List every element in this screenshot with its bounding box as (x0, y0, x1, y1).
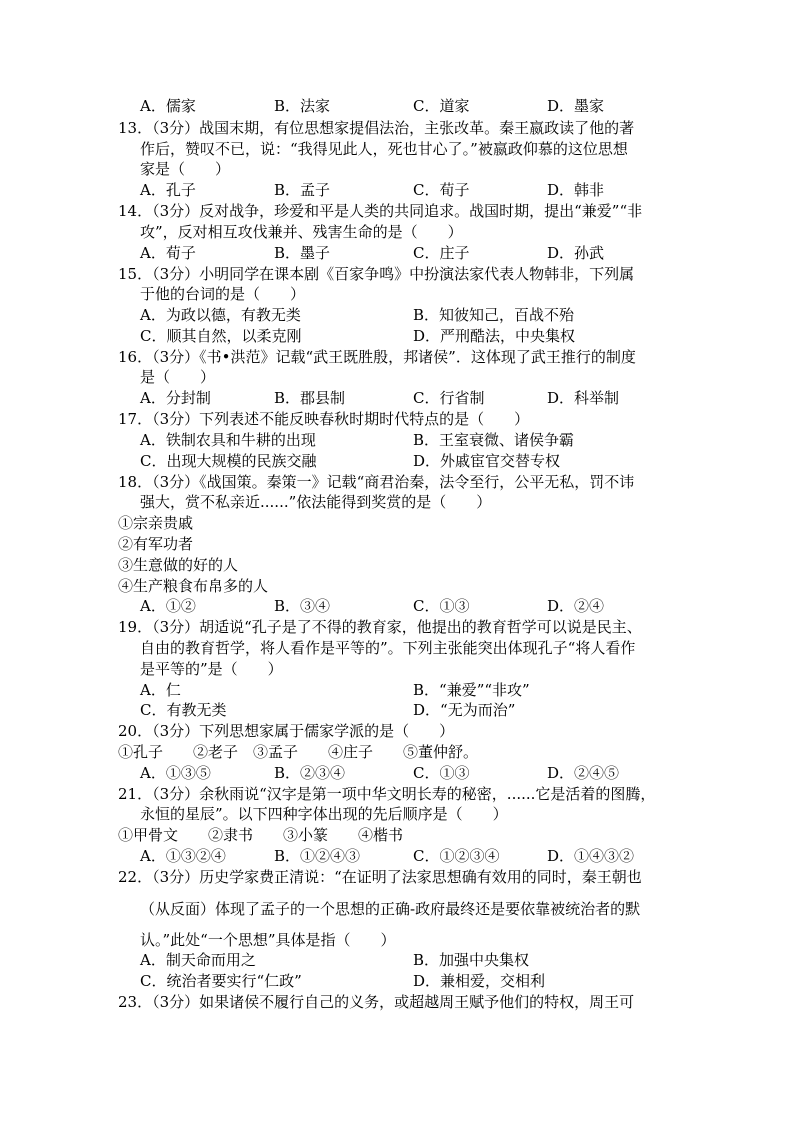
q21-option-b[interactable]: B．①②④③ (274, 847, 361, 865)
q18-option-a[interactable]: A．①② (140, 597, 196, 615)
q18-item-2: ②有军功者 (118, 535, 194, 553)
q13-option-b[interactable]: B．孟子 (274, 181, 331, 199)
q19-option-a[interactable]: A．仁 (140, 681, 181, 699)
q14-stem-line-2: 攻”，反对相互攻伐兼并、残害生命的是（ ） (140, 223, 463, 241)
q12-option-d[interactable]: D．墨家 (547, 97, 605, 115)
q15-option-a[interactable]: A．为政以德，有教无类 (140, 306, 301, 324)
q20-stem-line-1: 20．（3分）下列思想家属于儒家学派的是（ ） (118, 722, 455, 740)
q15-option-b[interactable]: B．知彼知己，百战不殆 (413, 306, 575, 324)
q18-stem-line-1: 18．（3分）《战国策。秦策一》记载“商君治秦，法令至行，公平无私，罚不讳 (118, 473, 635, 491)
q22-stem-line-1: 22．（3分）历史学家费正清说：“在证明了法家思想确有效用的同时，秦王朝也 (118, 868, 642, 886)
q21-stem-line-1: 21．（3分）余秋雨说“汉字是第一项中华文明长寿的秘密，......它是活着的图腾， (118, 785, 656, 803)
q19-stem-line-3: 是平等的”是（ ） (140, 660, 283, 678)
q21-option-c[interactable]: C．①②③④ (413, 847, 500, 865)
q18-item-3: ③生意做的好的人 (118, 556, 239, 574)
q16-option-b[interactable]: B．郡县制 (274, 389, 346, 407)
q17-option-a[interactable]: A．铁制农具和牛耕的出现 (140, 431, 316, 449)
q18-item-1: ①宗亲贵戚 (118, 514, 194, 532)
q18-stem-line-2: 强大，赏不私亲近......”依法能得到奖赏的是（ ） (140, 493, 492, 511)
q16-stem-line-1: 16．（3分）《书•洪范》记载“武王既胜殷，邦诸侯”．这体现了武王推行的制度 (118, 348, 636, 366)
q16-option-d[interactable]: D．科举制 (547, 389, 620, 407)
q18-option-c[interactable]: C．①③ (413, 597, 470, 615)
q23-stem-line-1: 23．（3分）如果诸侯不履行自己的义务，或超越周王赋予他们的特权，周王可 (118, 993, 635, 1011)
q17-option-d[interactable]: D．外戚宦官交替专权 (413, 452, 561, 470)
q22-option-a[interactable]: A．制天命而用之 (140, 951, 256, 969)
q12-option-c[interactable]: C．道家 (413, 97, 470, 115)
q20-items: ①孔子 ②老子 ③孟子 ④庄子 ⑤董仲舒。 (118, 743, 479, 761)
q13-stem-line-2: 作后，赞叹不已，说：“我得见此人，死也甘心了。”被嬴政仰慕的这位思想 (140, 140, 628, 158)
q19-stem-line-2: 自由的教育哲学，将人看作是平等的”。下列主张能突出体现孔子“将人看作 (140, 639, 636, 657)
q13-option-c[interactable]: C．荀子 (413, 181, 470, 199)
q15-stem-line-1: 15．（3分）小明同学在课本剧《百家争鸣》中扮演法家代表人物韩非，下列属 (118, 265, 635, 283)
q15-stem-line-2: 于他的台词的是（ ） (140, 285, 306, 303)
q21-option-d[interactable]: D．①④③② (547, 847, 635, 865)
q15-option-d[interactable]: D．严刑酷法，中央集权 (413, 327, 576, 345)
q22-stem-line-2: （从反面）体现了孟子的一个思想的正确-政府最终还是要依靠被统治者的默 (140, 900, 641, 918)
q22-stem-line-3: 认。”此处“一个思想”具体是指（ ） (140, 931, 396, 949)
q19-option-c[interactable]: C．有教无类 (140, 701, 227, 719)
q13-stem-line-3: 家是（ ） (140, 160, 231, 178)
q14-stem-line-1: 14．（3分）反对战争，珍爱和平是人类的共同追求。战国时期，提出“兼爱”“非 (118, 202, 643, 220)
q14-option-b[interactable]: B．墨子 (274, 244, 331, 262)
q12-option-b[interactable]: B．法家 (274, 97, 331, 115)
q21-option-a[interactable]: A．①③②④ (140, 847, 226, 865)
q20-option-c[interactable]: C．①③ (413, 764, 470, 782)
q12-option-a[interactable]: A．儒家 (140, 97, 196, 115)
q20-option-d[interactable]: D．②④⑤ (547, 764, 620, 782)
q18-item-4: ④生产粮食布帛多的人 (118, 577, 269, 595)
q17-option-c[interactable]: C．出现大规模的民族交融 (140, 452, 317, 470)
q18-option-b[interactable]: B．③④ (274, 597, 331, 615)
q22-option-c[interactable]: C．统治者要实行“仁政” (140, 972, 302, 990)
q22-option-d[interactable]: D．兼相爱，交相利 (413, 972, 546, 990)
q22-option-b[interactable]: B．加强中央集权 (413, 951, 530, 969)
q19-option-b[interactable]: B．“兼爱”“非攻” (413, 681, 530, 699)
q14-option-a[interactable]: A．荀子 (140, 244, 196, 262)
q16-option-a[interactable]: A．分封制 (140, 389, 211, 407)
q17-option-b[interactable]: B．王室衰微、诸侯争霸 (413, 431, 575, 449)
q16-stem-line-2: 是（ ） (140, 368, 216, 386)
q14-option-d[interactable]: D．孙武 (547, 244, 605, 262)
q20-option-b[interactable]: B．②③④ (274, 764, 346, 782)
q13-option-d[interactable]: D．韩非 (547, 181, 605, 199)
q18-option-d[interactable]: D．②④ (547, 597, 605, 615)
q13-option-a[interactable]: A．孔子 (140, 181, 196, 199)
q16-option-c[interactable]: C．行省制 (413, 389, 485, 407)
q19-option-d[interactable]: D．“无为而治” (413, 701, 516, 719)
q17-stem-line-1: 17．（3分）下列表述不能反映春秋时期时代特点的是（ ） (118, 410, 530, 428)
q20-option-a[interactable]: A．①③⑤ (140, 764, 211, 782)
q15-option-c[interactable]: C．顺其自然，以柔克刚 (140, 327, 302, 345)
q21-stem-line-2: 永恒的星辰”。以下四种字体出现的先后顺序是（ ） (140, 805, 508, 823)
q19-stem-line-1: 19．（3分）胡适说“孔子是了不得的教育家，他提出的教育哲学可以说是民主、 (118, 618, 642, 636)
q14-option-c[interactable]: C．庄子 (413, 244, 470, 262)
q13-stem-line-1: 13．（3分）战国末期，有位思想家提倡法治，主张改革。秦王嬴政读了他的著 (118, 119, 635, 137)
q21-items: ①甲骨文 ②隶书 ③小篆 ④楷书 (118, 826, 404, 844)
